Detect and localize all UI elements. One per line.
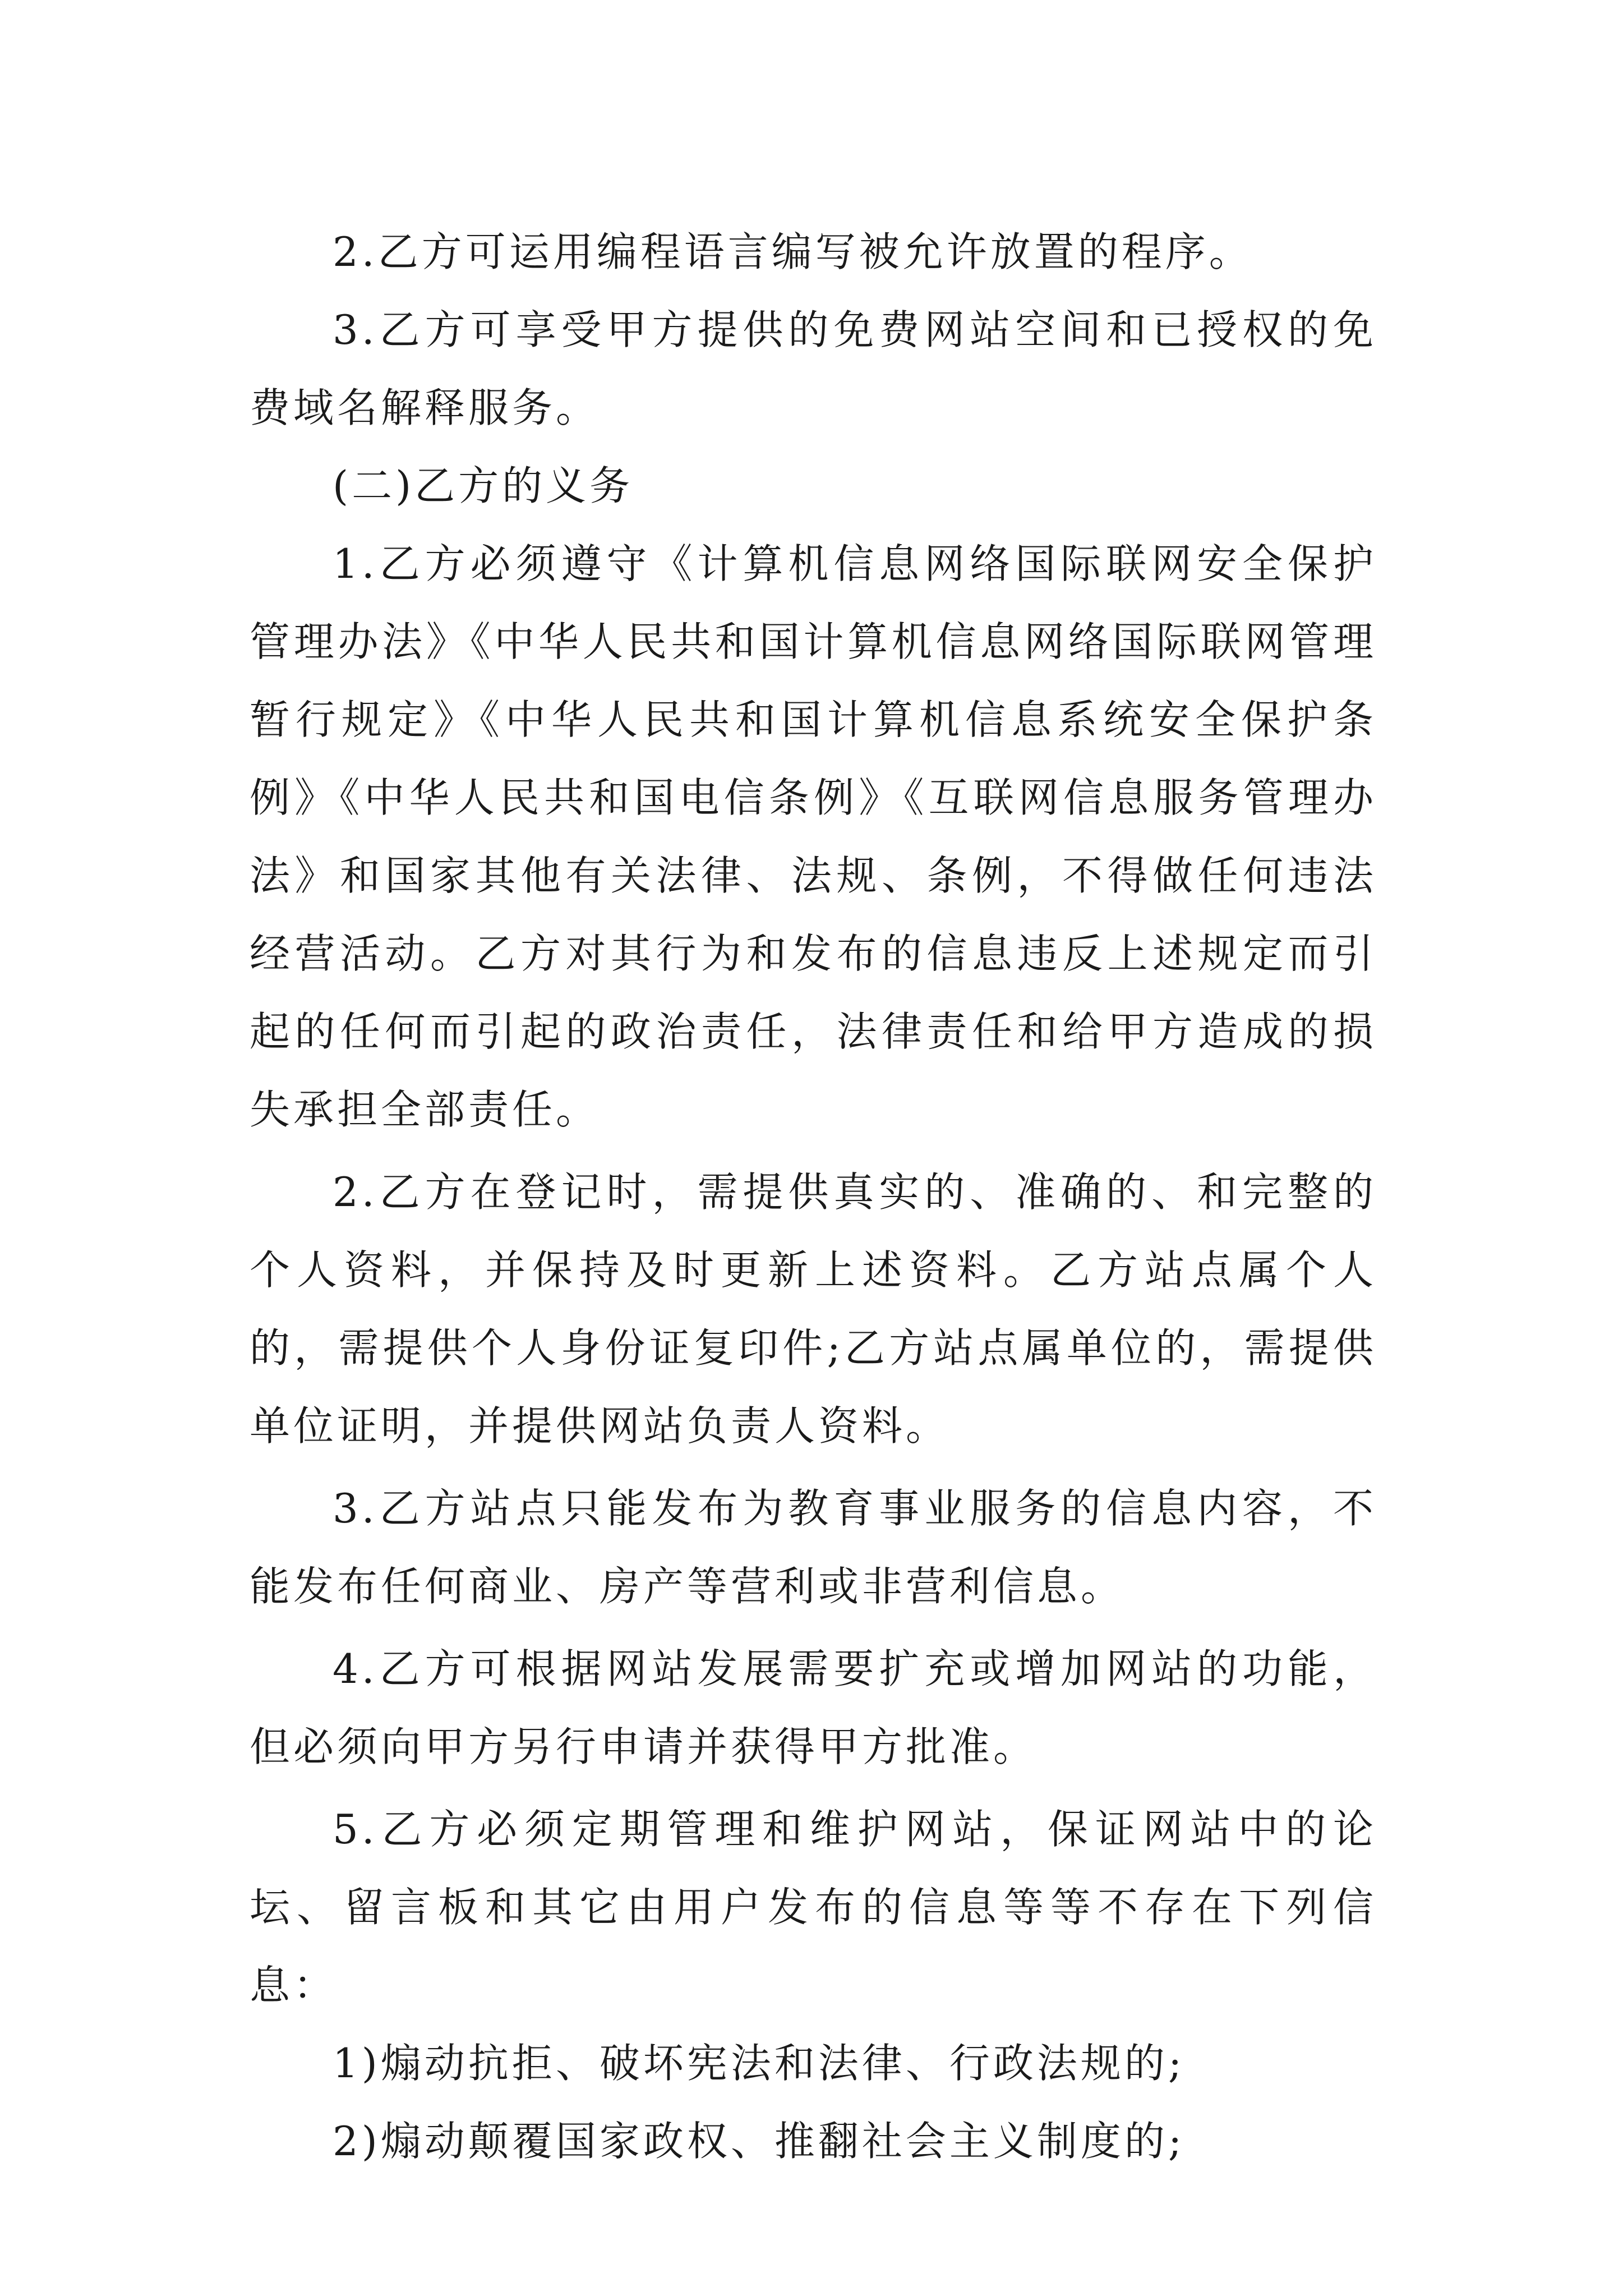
paragraph-right-2: 2.乙方可运用编程语言编写被允许放置的程序。 (333, 228, 1253, 275)
paragraph-right-3: 3.乙方可享受甲方提供的免费网站空间和已授权的免费域名解释服务。 (250, 306, 1377, 431)
section-heading-obligations: (二)乙方的义务 (333, 462, 634, 509)
list-item-2: 2)煽动颠覆国家政权、推翻社会主义制度的; (333, 2118, 1186, 2165)
document-page (250, 213, 1377, 2180)
list-item-1: 1)煽动抗拒、破坏宪法和法律、行政法规的; (333, 2040, 1186, 2087)
paragraph-obligation-5: 5.乙方必须定期管理和维护网站，保证网站中的论坛、留言板和其它由用户发布的信息等等不存在下列信息： (250, 1806, 1377, 2009)
paragraph-obligation-1: 1.乙方必须遵守《计算机信息网络国际联网安全保护管理办法》《中华人民共和国计算机信息网络国际联网管理暂行规定》《中华人民共和国计算机信息系统安全保护条例》《中华人民共和国电信条例》《互联网信息服务管理办法》和国家其他有关法律、法规、条例，不得做任何违法经营活动。乙方对其行为和发布的信息违反上述规定而引起的任何而引起的政治责任，法律责任和给甲方造成的损失承担全部责任。 (250, 540, 1377, 1133)
paragraph-obligation-2: 2.乙方在登记时，需提供真实的、准确的、和完整的个人资料，并保持及时更新上述资料。乙方站点属个人的，需提供个人身份证复印件;乙方站点属单位的，需提供单位证明，并提供网站负责人资料。 (250, 1168, 1377, 1450)
paragraph-obligation-4: 4.乙方可根据网站发展需要扩充或增加网站的功能，但必须向甲方另行申请并获得甲方批准。 (250, 1645, 1377, 1770)
paragraph-obligation-3: 3.乙方站点只能发布为教育事业服务的信息内容，不能发布任何商业、房产等营利或非营利信息。 (250, 1485, 1377, 1610)
